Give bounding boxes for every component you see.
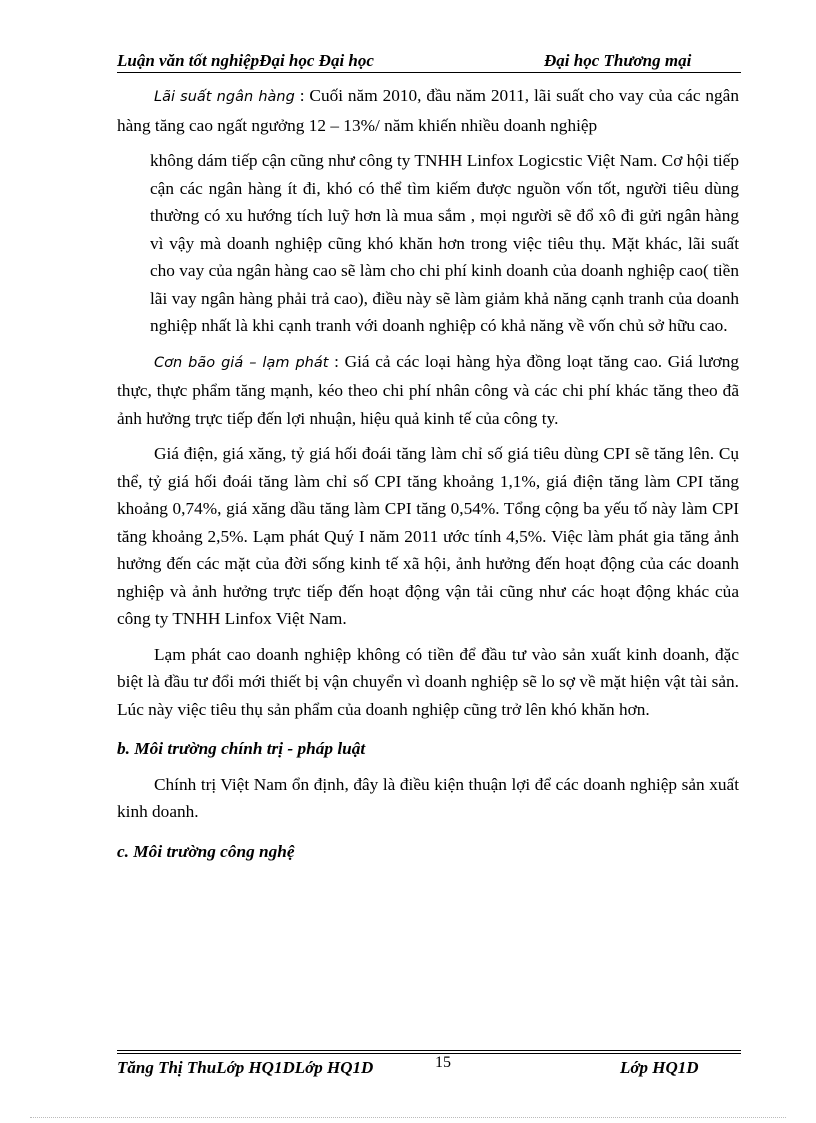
paragraph-text: : Cuối năm 2010, đầu năm 2011, lãi suất cho vay của các ngân hàng tăng cao ngất ngưởng 12 – 13%/ năm khiến nhiều doanh nghiệp <box>117 86 739 135</box>
paragraph-high-inflation: Lạm phát cao doanh nghiệp không có tiền để đầu tư vào sản xuất kinh doanh, đặc biệt là đầu tư đổi mới thiết bị vận chuyển vì doanh nghiệp sẽ lo sợ về mặt hiện vật tài sản. Lúc này việc tiêu thụ sản phẩm của doanh nghiệp cũng trở lên khó khăn hơn. <box>117 644 739 719</box>
section-heading-politics: b. Môi trường chính trị - pháp luật <box>117 739 366 758</box>
paragraph-inflation <box>117 348 739 433</box>
footer-author: Tăng Thị ThuLớp HQ1DLớp HQ1D <box>117 1058 374 1077</box>
paragraph-lead-inflation: Cơn bão giá – lạm phát <box>154 354 329 371</box>
paragraph-politics: Chính trị Việt Nam ổn định, đây là điều kiện thuận lợi để các doanh nghiệp sản xuất kinh doanh. <box>117 774 739 821</box>
paragraph-interest-impact: không dám tiếp cận cũng như công ty TNHH Linfox Logicstic Việt Nam. Cơ hội tiếp cận các ngân hàng ít đi, khó có thể tìm kiếm được nguồn vốn tốt, người tiêu dùng thường có xu hướng tích luỹ hơn là mua sắm , mọi người sẽ đổ xô đi gửi ngân hàng vì vậy mà doanh nghiệp cũng khó khăn hơn trong việc tiêu thụ. Mặt khác, lãi suất cho vay của ngân hàng cao sẽ làm cho chi phí kinh doanh của doanh nghiệp cao( tiền lãi vay ngân hàng phải trả cao), điều này sẽ làm giảm khả năng cạnh tranh của doanh nghiệp nhất là khi cạnh tranh với doanh nghiệp có khả năng về vốn chủ sở hữu cao. <box>150 151 739 335</box>
footer-class: Lớp HQ1D <box>620 1058 699 1077</box>
header-rule <box>117 72 741 73</box>
footer-rule <box>117 1050 741 1051</box>
section-heading-technology: c. Môi trường công nghệ <box>117 841 295 861</box>
paragraph-text: : Giá cả các loại hàng hỳa đồng loạt tăng cao. Giá lương thực, thực phẩm tăng mạnh, kéo theo chi phí nhân công và các chi phí khác tăng theo đã ảnh hưởng trực tiếp đến lợi nhuận, hiệu quả kinh tế của công ty. <box>117 351 739 428</box>
page-number: 15 <box>435 1054 451 1071</box>
page-edge-dotted-line <box>30 1117 786 1118</box>
paragraph-interest-rate <box>117 82 739 139</box>
page-body <box>117 82 739 865</box>
header-thesis-title: Luận văn tốt nghiệpĐại học Đại học <box>117 51 374 70</box>
paragraph-cpi: Giá điện, giá xăng, tỷ giá hối đoái tăng làm chỉ số giá tiêu dùng CPI sẽ tăng lên. Cụ thể, tỷ giá hối đoái tăng làm chỉ số CPI tăng khoảng 1,1%, giá điện tăng làm CPI tăng khoảng 0,74%, giá xăng dầu tăng làm CPI tăng 0,54%. Tổng cộng ba yếu tố này làm CPI tăng khoảng 2,5%. Lạm phát Quý I năm 2011 ước tính 4,5%. Việc làm phát gia tăng ảnh hưởng đến các mặt của đời sống kinh tế xã hội, ảnh hưởng đến hoạt động của các doanh nghiệp và ảnh hưởng trực tiếp đến hoạt động vận tải cũng như các hoạt động khác của công ty TNHH Linfox Việt Nam. <box>117 444 739 628</box>
paragraph-lead-interest-rate: Lãi suất ngân hàng <box>154 89 295 105</box>
page-footer <box>117 1054 741 1080</box>
page-header <box>117 48 741 74</box>
header-university: Đại học Thương mại <box>544 51 692 70</box>
